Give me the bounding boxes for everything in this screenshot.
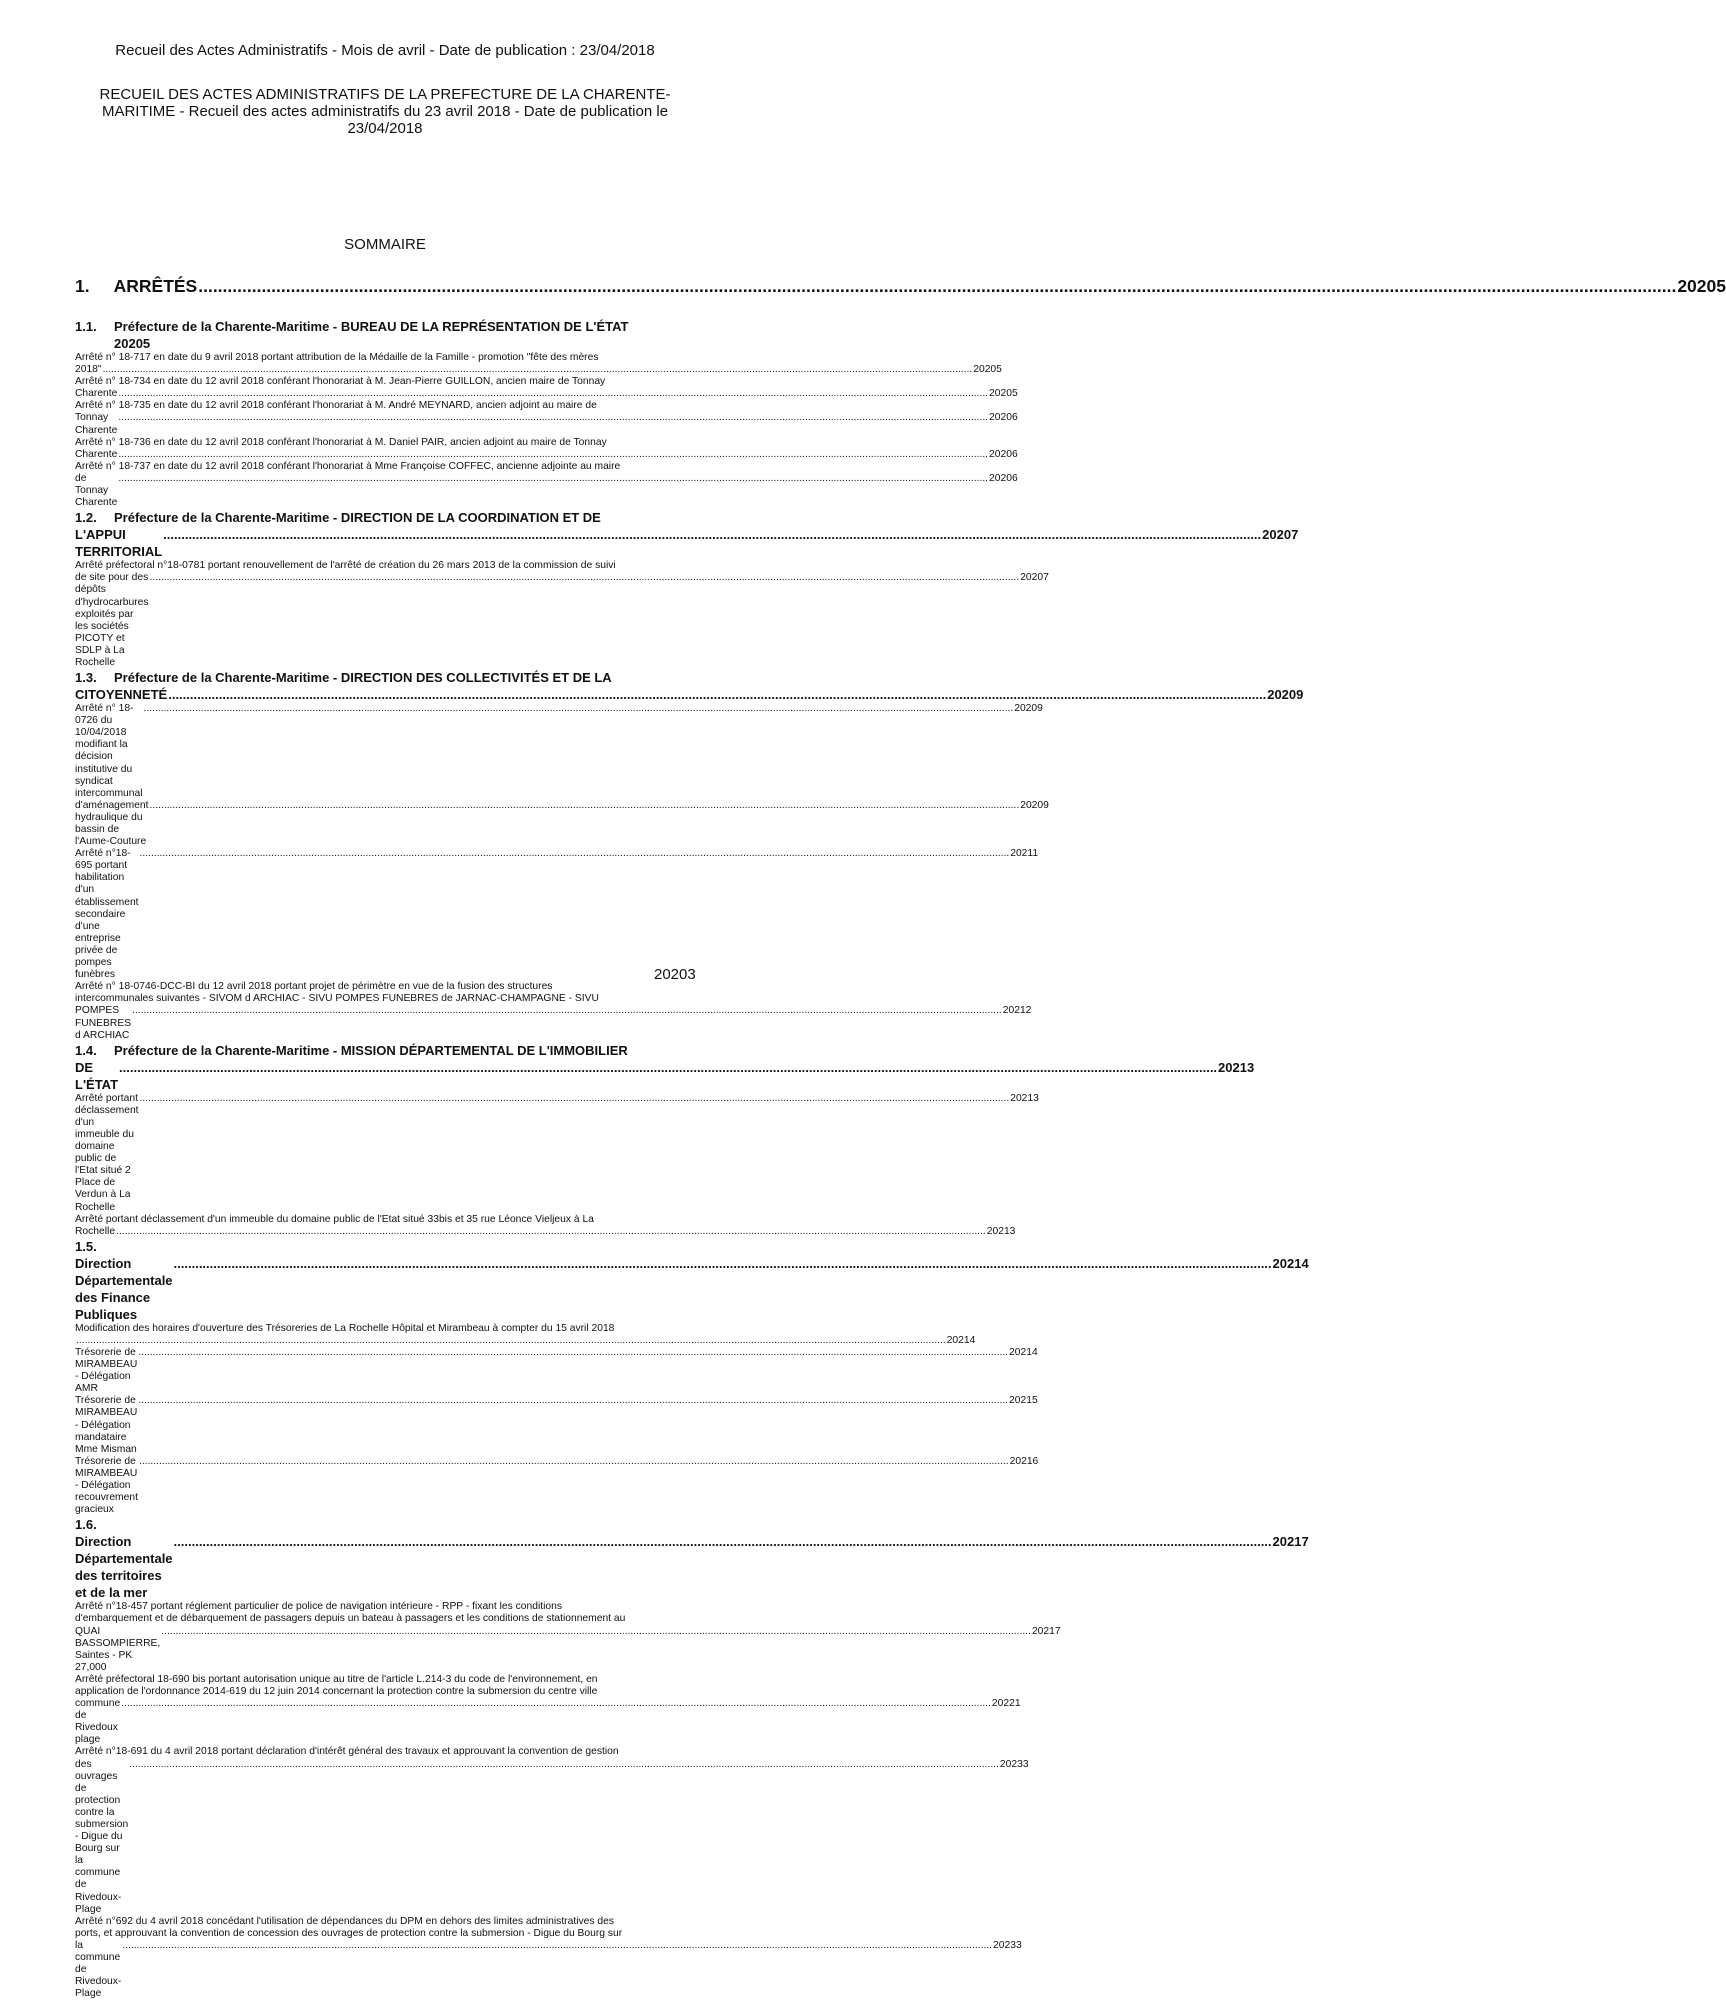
toc-entry[interactable]: [75, 1673, 1021, 1747]
toc-entry[interactable]: [75, 560, 1049, 669]
toc-entry-page: 20205: [973, 364, 1002, 376]
toc-section-page: 20209: [1267, 687, 1304, 703]
toc-leader: [118, 449, 988, 461]
toc-entry[interactable]: [75, 848, 1039, 981]
toc-section-line: [75, 686, 1304, 703]
toc-section-line: [75, 509, 698, 526]
toc-entry-line: [75, 364, 1002, 376]
toc-entry-text: Arrêté n°692 du 4 avril 2018 concédant l'utilisation de dépendances du DPM en dehors des limites administratives des: [75, 1915, 614, 1927]
toc-section-label: Préfecture de la Charente-Maritime - DIRECTION DE LA COORDINATION ET DE: [114, 510, 601, 526]
toc-section-label-cont: L'APPUI TERRITORIAL: [75, 527, 163, 560]
toc-entry-text: Charente: [75, 448, 118, 460]
toc-section-page: 20213: [1218, 1059, 1255, 1075]
toc-leader: [103, 364, 973, 376]
toc-leader: [144, 703, 1014, 715]
toc-entry[interactable]: [75, 400, 1018, 436]
toc-section-number: 1.3.: [75, 670, 97, 686]
toc-entry[interactable]: [75, 1213, 1016, 1238]
toc-entry-line: [75, 1347, 1038, 1395]
toc-entry-page: 20221: [991, 1698, 1021, 1710]
toc-leader: [116, 1226, 986, 1238]
toc-section-6[interactable]: [75, 1516, 1309, 1601]
toc-entry-text: intercommunales suivantes - SIVOM d ARCHIAC - SIVU POMPES FUNEBRES de JARNAC-CHAMPAGNE - SIVU: [75, 993, 599, 1005]
toc-entry-line: [75, 1758, 1029, 1916]
toc-section-label: Préfecture de la Charente-Maritime - BUREAU DE LA REPRÉSENTATION DE L'ÉTAT: [114, 319, 629, 334]
toc-leader: [132, 1005, 1002, 1017]
toc-leader: [129, 1759, 999, 1771]
toc-entry-page: 20212: [1002, 1005, 1032, 1017]
toc-entry-text: Arrêté portant déclassement d'un immeuble du domaine public de l'Etat situé 2 Place de Verdun à La Rochelle: [75, 1092, 139, 1213]
toc-entry-page: 20213: [1010, 1092, 1039, 1104]
title-line-3: 23/04/2018: [347, 120, 423, 137]
toc-entry[interactable]: [75, 1395, 1038, 1455]
toc-entry[interactable]: [75, 352, 1002, 376]
toc-entry[interactable]: [75, 703, 1043, 800]
toc-entry-line: [75, 1334, 976, 1347]
toc-section-page: 20217: [1272, 1534, 1309, 1550]
toc-entry[interactable]: [75, 1322, 976, 1347]
toc-leader: [118, 473, 988, 485]
toc-section-number: 1.5.: [75, 1238, 97, 1254]
toc-entry-text: Arrêté n° 18-734 en date du 12 avril 2018 conférant l'honorariat à M. Jean-Pierre GUILLON, ancien maire de Tonnay: [75, 376, 606, 388]
toc-entry-line: [75, 1698, 1021, 1746]
toc-entry-text: de site pour des dépôts d'hydrocarbures exploités par les sociétés PICOTY et SDLP à La Rochelle: [75, 572, 149, 668]
toc-entry[interactable]: [75, 799, 1049, 848]
toc-entry-page: 20216: [1009, 1455, 1039, 1467]
toc-entry-line: [75, 448, 1018, 461]
toc-leader: [150, 800, 1020, 812]
toc-entry-line: [75, 472, 1018, 509]
toc-section-line: [75, 526, 1299, 560]
toc-entry-page: 20214: [946, 1334, 976, 1346]
toc-entry-page: 20206: [989, 412, 1018, 424]
toc-entry-text: de Tonnay Charente: [75, 472, 118, 509]
toc-section-label: Direction Départementale des territoires et de la mer: [75, 1534, 173, 1601]
title-line-1: RECUEIL DES ACTES ADMINISTRATIFS DE LA PREFECTURE DE LA CHARENTE-: [99, 86, 671, 103]
toc-sections: [75, 318, 1309, 2000]
toc-entry-page: 20211: [1010, 848, 1039, 860]
toc-section-label: Direction Départementale des Finance Publiques: [75, 1255, 173, 1322]
toc-entry-text: Charente: [75, 388, 118, 400]
toc-leader: [140, 848, 1010, 860]
toc-leader: [174, 1255, 1272, 1272]
toc-entry-text: POMPES FUNEBRES d ARCHIAC: [75, 1005, 132, 1041]
toc-leader: [138, 1347, 1008, 1359]
toc-entry-line: [75, 1092, 1039, 1214]
toc-section-body: [114, 318, 698, 352]
toc-leader: [121, 1698, 991, 1710]
toc-entry-line: [75, 1455, 1039, 1516]
toc-entry[interactable]: [75, 436, 1018, 461]
toc-entry-text: ports, et approuvant la convention de concession des ouvrages de protection contre la submersion - Digue du Bourg sur: [75, 1927, 623, 1939]
toc-entry-text: Trésorerie de MIRAMBEAU - Délégation AMR: [75, 1347, 138, 1395]
toc-section-body: [75, 1533, 1309, 1601]
toc-entry-line: [75, 388, 1018, 400]
toc-leader: [163, 526, 1261, 543]
toc-entry-text: QUAI BASSOMPIERRE, Saintes - PK 27,000: [75, 1625, 161, 1673]
toc-entry[interactable]: [75, 460, 1018, 509]
toc-entry-text: Arrêté n°18-457 portant réglement particulier de police de navigation intérieure - RPP - fixant les conditions: [75, 1601, 563, 1613]
toc-section-2[interactable]: [75, 509, 1299, 560]
toc-entry-line: [75, 799, 1049, 848]
page-header: Recueil des Actes Administratifs - Mois de avril - Date de publication : 23/04/2018: [115, 42, 655, 59]
toc-entry-page: 20209: [1020, 799, 1049, 811]
toc-entry-text: Arrêté n° 18-0726 du 10/04/2018 modifiant la décision institutive du syndicat intercommunal: [75, 703, 143, 799]
toc-entry[interactable]: [75, 1092, 1039, 1214]
toc-entry-text: Arrêté n° 18-735 en date du 12 avril 2018 conférant l'honorariat à M. André MEYNARD, ancien adjoint au maire de: [75, 400, 597, 412]
toc-entry-text: Arrêté n° 18-737 en date du 12 avril 2018 conférant l'honorariat à Mme Françoise COFFEC, ancienne adjointe au maire: [75, 460, 621, 472]
toc-leader: [150, 572, 1020, 584]
toc-level1-arretes[interactable]: [75, 276, 1726, 297]
toc-section-5[interactable]: [75, 1238, 1309, 1323]
toc-leader: [140, 1093, 1010, 1105]
toc-entry-line: [75, 703, 1043, 800]
page-number: 20203: [654, 966, 696, 983]
toc-section-label-cont: DE L'ÉTAT: [75, 1059, 119, 1092]
sommaire-heading: SOMMAIRE: [344, 236, 426, 253]
toc-section-number: 1.6.: [75, 1517, 97, 1533]
toc-entry-line: [75, 1005, 1032, 1041]
toc-leader: [118, 388, 988, 400]
toc-entry[interactable]: [75, 1347, 1038, 1395]
toc-entry-page: 20209: [1014, 703, 1043, 715]
toc-leader: [174, 1533, 1272, 1550]
toc-section-label-cont: CITOYENNETÉ: [75, 687, 168, 703]
toc-entry-page: 20206: [989, 448, 1018, 460]
toc-entry-text: Modification des horaires d'ouverture des Trésoreries de La Rochelle Hôpital et Mirambeau à compter du 15 avril 2018: [75, 1322, 615, 1334]
toc-section-page: 20207: [1262, 527, 1299, 543]
toc-entry[interactable]: [75, 1601, 1061, 1674]
toc-leader: [76, 1335, 946, 1347]
toc-section-line: [75, 1042, 698, 1059]
toc-section-body: [75, 1255, 1309, 1323]
toc-leader: [138, 1395, 1008, 1407]
toc-entry-text: Trésorerie de MIRAMBEAU - Délégation recouvrement gracieux: [75, 1455, 138, 1516]
toc-entry-text: la commune de Rivedoux-Plage: [75, 1939, 122, 2000]
toc-leader: [161, 1626, 1031, 1638]
toc-entry-text: Tonnay Charente: [75, 412, 118, 436]
toc-level1-number: 1.: [75, 276, 90, 296]
toc-section-number: 1.1.: [75, 319, 97, 334]
toc-entry[interactable]: [75, 1746, 1029, 1915]
toc-entry[interactable]: [75, 376, 1018, 400]
toc-entry-page: 20206: [989, 472, 1018, 484]
toc-entry-text: commune de Rivedoux plage: [75, 1698, 121, 1746]
toc-entry[interactable]: [75, 1915, 1022, 2000]
toc-entry-text: Arrêté n°18-695 portant habilitation d'un établissement secondaire d'une entreprise privée de pompes funèbres: [75, 848, 139, 981]
toc-leader: [198, 276, 1676, 297]
toc-entry-text: d'embarquement et de débarquement de passagers depuis un bateau à passagers et les conditions de stationnement au: [75, 1613, 626, 1625]
toc-leader: [118, 412, 988, 424]
toc-level1-page: 20205: [1677, 276, 1726, 296]
toc-entry-text: des ouvrages de protection contre la submersion - Digue du Bourg sur la commune de Rivedoux-Plage: [75, 1758, 129, 1915]
toc-level1-label: ARRÊTÉS: [113, 276, 198, 296]
toc-entry-page: 20217: [1031, 1625, 1061, 1637]
toc-entry-text: Arrêté n°18-691 du 4 avril 2018 portant déclaration d'intérêt général des travaux et approuvant la convention de gestion: [75, 1746, 619, 1758]
toc-entry-text: Arrêté n° 18-0746-DCC-BI du 12 avril 2018 portant projet de périmètre en vue de la fusion des structures: [75, 981, 553, 993]
toc-section-1[interactable]: [75, 318, 698, 352]
toc-entry-text: Arrêté n° 18-736 en date du 12 avril 2018 conférant l'honorariat à M. Daniel PAIR, ancien adjoint au maire de Tonnay: [75, 436, 607, 448]
toc-entry-text: Arrêté préfectoral 18-690 bis portant autorisation unique au titre de l'article L.214-3 du code de l'environnement, en: [75, 1673, 598, 1685]
toc-leader: [168, 686, 1266, 703]
toc-entry-page: 20233: [999, 1758, 1029, 1770]
toc-entry-text: Arrêté portant déclassement d'un immeuble du domaine public de l'Etat situé 33bis et 35 rue Léonce Vieljeux à La: [75, 1213, 594, 1225]
toc-entry-text: application de l'ordonnance 2014-619 du 12 juin 2014 concernant la protection contre la submersion du centre ville: [75, 1685, 598, 1697]
toc-section-3[interactable]: [75, 669, 1304, 703]
toc-section-label: Préfecture de la Charente-Maritime - DIRECTION DES COLLECTIVITÉS ET DE LA: [114, 670, 612, 686]
toc-entry-line: [75, 1395, 1038, 1455]
toc-entry-text: Arrêté n° 18-717 en date du 9 avril 2018 portant attribution de la Médaille de la Famille - promotion "fête des mères: [75, 352, 599, 363]
toc-entry-line: [75, 1625, 1061, 1674]
document-title: [80, 86, 690, 137]
toc-entry-page: 20215: [1009, 1395, 1038, 1407]
toc-entry[interactable]: [75, 981, 1032, 1041]
toc-section-page: 20214: [1272, 1255, 1309, 1271]
toc-leader: [119, 1059, 1217, 1076]
toc-entry-page: 20205: [989, 388, 1018, 400]
toc-leader: [122, 1940, 992, 1952]
toc-leader: [139, 1456, 1009, 1468]
toc-section-number: 1.2.: [75, 510, 97, 526]
toc-entry-page: 20213: [986, 1225, 1016, 1237]
toc-entry-text: Trésorerie de MIRAMBEAU - Délégation mandataire Mme Misman: [75, 1395, 138, 1455]
toc-section-label: Préfecture de la Charente-Maritime - MISSION DÉPARTEMENTAL DE L'IMMOBILIER: [114, 1042, 628, 1058]
toc-entry-line: [75, 572, 1049, 669]
toc-entry-text: 2018": [75, 364, 102, 376]
title-line-2: MARITIME - Recueil des actes administratifs du 23 avril 2018 - Date de publication le: [101, 103, 669, 120]
toc-entry-line: [75, 1225, 1016, 1238]
toc-section-4[interactable]: [75, 1042, 1255, 1093]
toc-entry-text: Arrêté préfectoral n°18-0781 portant renouvellement de l'arrêté de création du 26 mars 2013 de la commission de suivi: [75, 560, 616, 572]
toc-entry[interactable]: [75, 1455, 1039, 1516]
toc-section-line: [75, 1059, 1255, 1093]
toc-entry-line: [75, 412, 1018, 436]
toc-entry-page: 20207: [1020, 572, 1049, 584]
toc-section-page: 20205: [114, 336, 151, 351]
toc-entry-page: 20214: [1009, 1347, 1038, 1358]
toc-section-line: [75, 669, 698, 686]
toc-section-number: 1.4.: [75, 1042, 97, 1058]
toc-entry-line: [75, 1939, 1022, 2000]
toc-entry-text: Rochelle: [75, 1225, 116, 1237]
toc-entry-page: 20233: [993, 1939, 1022, 1951]
toc-entry-line: [75, 848, 1039, 981]
toc-entry-text: d'aménagement hydraulique du bassin de l'Aume-Couture: [75, 799, 149, 848]
